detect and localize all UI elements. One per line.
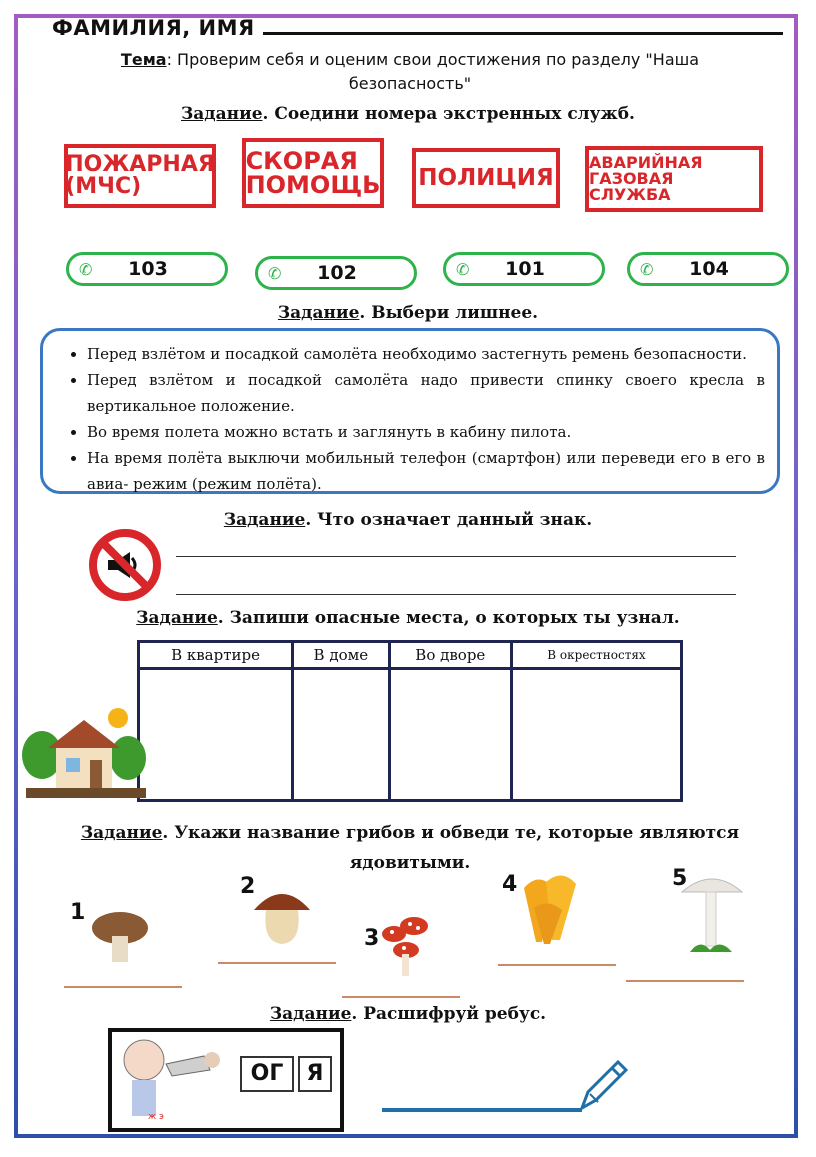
task-label: Задание [269, 1004, 352, 1024]
service-line: ПОЛИЦИЯ [418, 164, 554, 191]
rule-item[interactable]: • Перед взлётом и посадкой самолёта необходимо застегнуть ремень безопасности. [87, 341, 765, 367]
table-cell[interactable] [139, 669, 293, 801]
rebus-letters: ОГ [240, 1056, 294, 1092]
mushroom-number: 5 [672, 866, 688, 891]
table-cell[interactable] [293, 669, 390, 801]
service-fire[interactable] [64, 144, 216, 208]
task-text: . Соедини номера экстренных служб. [262, 104, 635, 124]
rebus-letters: Я [298, 1056, 332, 1092]
column-header: В доме [293, 642, 390, 669]
service-ambulance[interactable] [242, 138, 384, 208]
name-field[interactable] [52, 14, 783, 40]
task-text: . Укажи название грибов и обведи те, которые являются ядовитыми. [162, 823, 740, 873]
answer-line[interactable] [176, 594, 736, 595]
rule-item[interactable]: • На время полёта выключи мобильный телефон (смартфон) или переведи его в его в авиа- режим (режим полёта). [87, 445, 765, 497]
service-line: АВАРИЙНАЯ [589, 153, 703, 172]
phone-101[interactable] [443, 252, 605, 286]
mushroom-answer-line[interactable] [498, 964, 616, 966]
rule-item[interactable]: • Перед взлётом и посадкой самолёта надо привести спинку своего кресла в вертикальное положение. [87, 367, 765, 419]
phone-icon: ✆ [79, 259, 93, 279]
column-header: В окрестностях [511, 642, 681, 669]
topic-label: Тема [120, 50, 167, 69]
service-line: СКОРАЯ [245, 147, 358, 175]
name-label: ФАМИЛИЯ, ИМЯ [52, 16, 255, 40]
column-header: Во дворе [389, 642, 511, 669]
task-connect-numbers [0, 104, 816, 124]
phone-number: 103 [128, 258, 168, 280]
task-choose-extra [0, 303, 816, 323]
chanterelle-mushroom-icon[interactable] [518, 868, 580, 946]
service-line: ГАЗОВАЯ СЛУЖБА [589, 169, 674, 204]
rebus-small-text: ж э [148, 1112, 164, 1122]
task-sign-meaning [0, 510, 816, 530]
phone-icon: ✆ [456, 259, 470, 279]
service-gas[interactable] [585, 146, 763, 212]
table-cell[interactable] [511, 669, 681, 801]
rules-box [40, 328, 780, 494]
table-cell[interactable] [389, 669, 511, 801]
service-line: ПОМОЩЬ [245, 171, 381, 199]
rebus-picture-icon [116, 1036, 224, 1128]
topic-text: : Проверим себя и оценим свои достижения по разделу "Наша безопасность" [166, 50, 700, 93]
task-label: Задание [223, 510, 306, 530]
task-text: . Расшифруй ребус. [351, 1004, 547, 1024]
answer-line[interactable] [176, 556, 736, 557]
task-label: Задание [80, 823, 163, 843]
task-label: Задание [277, 303, 360, 323]
task-label: Задание [181, 104, 263, 124]
phone-104[interactable] [627, 252, 789, 286]
phone-number: 104 [689, 258, 729, 280]
task-label: Задание [136, 608, 218, 628]
pencil-icon [576, 1054, 632, 1114]
phone-number: 101 [505, 258, 545, 280]
mushroom-number: 1 [70, 900, 86, 925]
phone-icon: ✆ [268, 263, 282, 283]
service-police[interactable] [412, 148, 560, 208]
phone-102[interactable] [255, 256, 417, 290]
mushroom-answer-line[interactable] [64, 986, 182, 988]
mushroom-number: 3 [364, 926, 380, 951]
task-rebus [0, 1004, 816, 1024]
column-header: В квартире [139, 642, 293, 669]
mushroom-answer-line[interactable] [218, 962, 336, 964]
dangerous-places-table [137, 640, 683, 802]
rule-item[interactable]: • Во время полета можно встать и заглянуть в кабину пилота. [87, 419, 765, 445]
phone-icon: ✆ [640, 259, 654, 279]
mushroom-answer-line[interactable] [626, 980, 744, 982]
task-mushrooms [60, 818, 760, 878]
name-line[interactable] [263, 14, 783, 35]
porcini-mushroom-icon[interactable] [252, 884, 312, 948]
phone-103[interactable] [66, 252, 228, 286]
mushroom-answer-line[interactable] [342, 996, 460, 998]
no-horn-sign-icon [88, 528, 162, 602]
service-line: (МЧС) [65, 174, 142, 199]
task-text: . Запиши опасные места, о которых ты узнал. [217, 608, 680, 628]
mushroom-number: 4 [502, 872, 518, 897]
service-line: ПОЖАРНАЯ [65, 152, 215, 177]
phone-number: 102 [317, 262, 357, 284]
mushroom-number: 2 [240, 874, 256, 899]
topic [60, 48, 760, 96]
death-cap-mushroom-icon[interactable] [680, 872, 744, 956]
task-text: . Что означает данный знак. [305, 510, 593, 530]
task-text: . Выбери лишнее. [359, 303, 539, 323]
champignon-mushroom-icon[interactable] [90, 908, 150, 966]
rebus-box [108, 1028, 344, 1132]
fly-agaric-mushroom-icon[interactable] [380, 910, 430, 980]
task-dangerous-places [0, 608, 816, 628]
rebus-answer-line[interactable] [382, 1108, 582, 1112]
house-icon [20, 700, 150, 805]
